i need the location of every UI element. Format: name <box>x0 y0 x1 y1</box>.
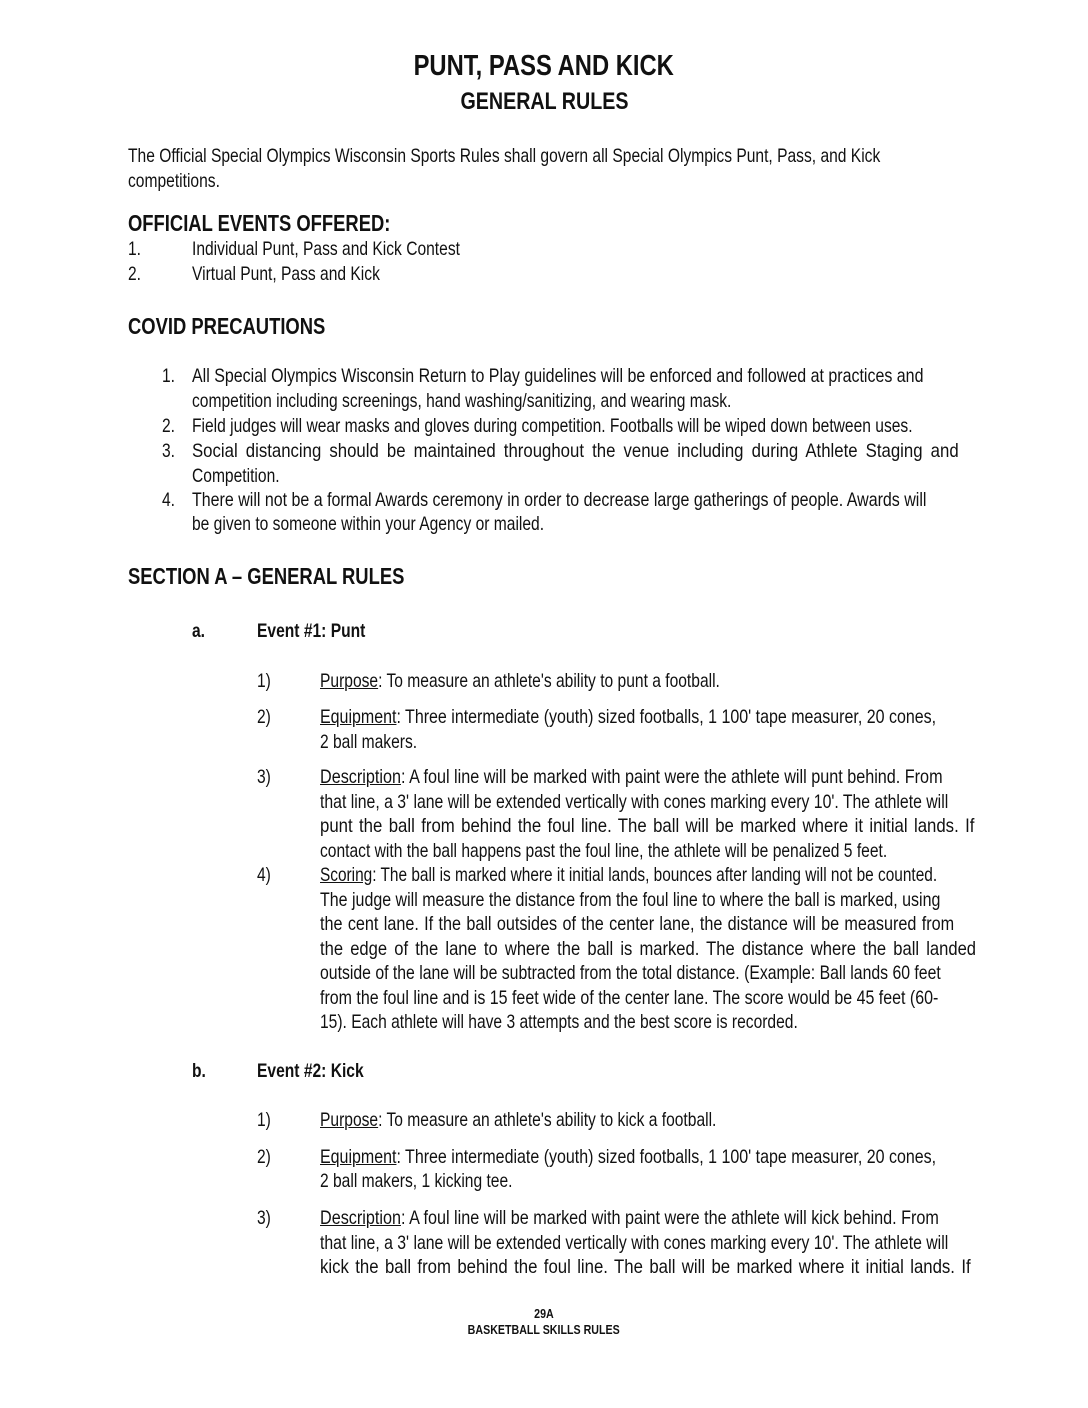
event-offered-num: 2. <box>128 263 142 285</box>
rule-num: 1) <box>257 1109 271 1131</box>
covid-item-line: Social distancing should be maintained throughout the venue including during Athlete Staging and <box>192 440 959 462</box>
rule-line: that line, a 3' lane will be extended vertically with cones marking every 10'. The athlete will <box>320 1232 949 1254</box>
rule-num: 2) <box>257 1146 271 1168</box>
rule-line: The judge will measure the distance from the foul line to where the ball is marked, using <box>320 889 941 911</box>
covid-item-line: There will not be a formal Awards ceremony in order to decrease large gatherings of people. Awards will <box>192 489 927 511</box>
rule-line: the cent lane. If the ball outsides of the center lane, the distance will be measured from <box>320 913 955 935</box>
page-subtitle: GENERAL RULES <box>459 88 629 115</box>
section-a-heading: SECTION A – GENERAL RULES <box>128 563 405 589</box>
rule-line: punt the ball from behind the foul line. The ball will be marked where it initial lands. If <box>320 815 975 837</box>
rule-label: Equipment <box>320 706 397 728</box>
rule-line: that line, a 3' lane will be extended vertically with cones marking every 10'. The athlete will <box>320 791 949 813</box>
rule-line: outside of the lane will be subtracted from the total distance. (Example: Ball lands 60 feet <box>320 962 941 984</box>
rule-line: Scoring: The ball is marked where it initial lands, bounces after landing will not be counted. <box>320 864 938 886</box>
covid-item-line: Competition. <box>192 465 280 487</box>
event-offered-item: Individual Punt, Pass and Kick Contest <box>192 238 460 260</box>
intro-line-2: competitions. <box>128 170 220 192</box>
rule-line: 2 ball makers. <box>320 731 418 753</box>
event-title: Event #1: Punt <box>257 620 366 642</box>
rule-label: Description <box>320 766 401 788</box>
rule-label: Purpose <box>320 670 379 692</box>
events-offered-heading: OFFICIAL EVENTS OFFERED: <box>128 210 391 236</box>
page-number: 29A <box>534 1306 554 1321</box>
rule-line: 2 ball makers, 1 kicking tee. <box>320 1170 513 1192</box>
intro-line-1: The Official Special Olympics Wisconsin Sports Rules shall govern all Special Olympics Punt, Pass, and Kick <box>128 145 881 167</box>
event-letter: b. <box>192 1060 206 1082</box>
rule-line: Description: A foul line will be marked with paint were the athlete will punt behind. From <box>320 766 943 788</box>
rule-line: Equipment: Three intermediate (youth) sized footballs, 1 100' tape measurer, 20 cones, <box>320 1146 937 1168</box>
covid-item-line: competition including screenings, hand washing/sanitizing, and wearing mask. <box>192 390 732 412</box>
covid-item-line: Field judges will wear masks and gloves during competition. Footballs will be wiped down between uses. <box>192 415 913 437</box>
rule-num: 1) <box>257 670 271 692</box>
covid-item-num: 1. <box>162 365 176 387</box>
rule-line: 15). Each athlete will have 3 attempts and the best score is recorded. <box>320 1011 798 1033</box>
event-letter: a. <box>192 620 206 642</box>
rule-line: kick the ball from behind the foul line. The ball will be marked where it initial lands. If <box>320 1256 971 1278</box>
covid-heading: COVID PRECAUTIONS <box>128 313 326 339</box>
covid-item-num: 3. <box>162 440 176 462</box>
rule-line: from the foul line and is 15 feet wide of the center lane. The score would be 45 feet (60- <box>320 987 939 1009</box>
page-title: PUNT, PASS AND KICK <box>413 50 675 82</box>
rule-line: contact with the ball happens past the foul line, the athlete will be penalized 5 feet. <box>320 840 888 862</box>
covid-item-line: be given to someone within your Agency or mailed. <box>192 513 545 535</box>
rule-label: Scoring <box>320 864 373 886</box>
running-footer-title: BASKETBALL SKILLS RULES <box>467 1322 621 1337</box>
event-title: Event #2: Kick <box>257 1060 364 1082</box>
rule-line: Equipment: Three intermediate (youth) sized footballs, 1 100' tape measurer, 20 cones, <box>320 706 937 728</box>
covid-item-num: 2. <box>162 415 176 437</box>
rule-line: Description: A foul line will be marked with paint were the athlete will kick behind. From <box>320 1207 939 1229</box>
rule-num: 3) <box>257 1207 271 1229</box>
rule-label: Purpose <box>320 1109 379 1131</box>
rule-line: Purpose: To measure an athlete's ability to kick a football. <box>320 1109 717 1131</box>
covid-item-num: 4. <box>162 489 176 511</box>
rule-num: 2) <box>257 706 271 728</box>
rule-num: 4) <box>257 864 271 886</box>
event-offered-item: Virtual Punt, Pass and Kick <box>192 263 380 285</box>
rule-num: 3) <box>257 766 271 788</box>
rule-label: Description <box>320 1207 401 1229</box>
covid-item-line: All Special Olympics Wisconsin Return to Play guidelines will be enforced and followed at practices and <box>192 365 924 387</box>
rule-line: Purpose: To measure an athlete's ability to punt a football. <box>320 670 720 692</box>
rule-label: Equipment <box>320 1146 397 1168</box>
rule-line: the edge of the lane to where the ball is marked. The distance where the ball landed <box>320 938 977 960</box>
event-offered-num: 1. <box>128 238 142 260</box>
